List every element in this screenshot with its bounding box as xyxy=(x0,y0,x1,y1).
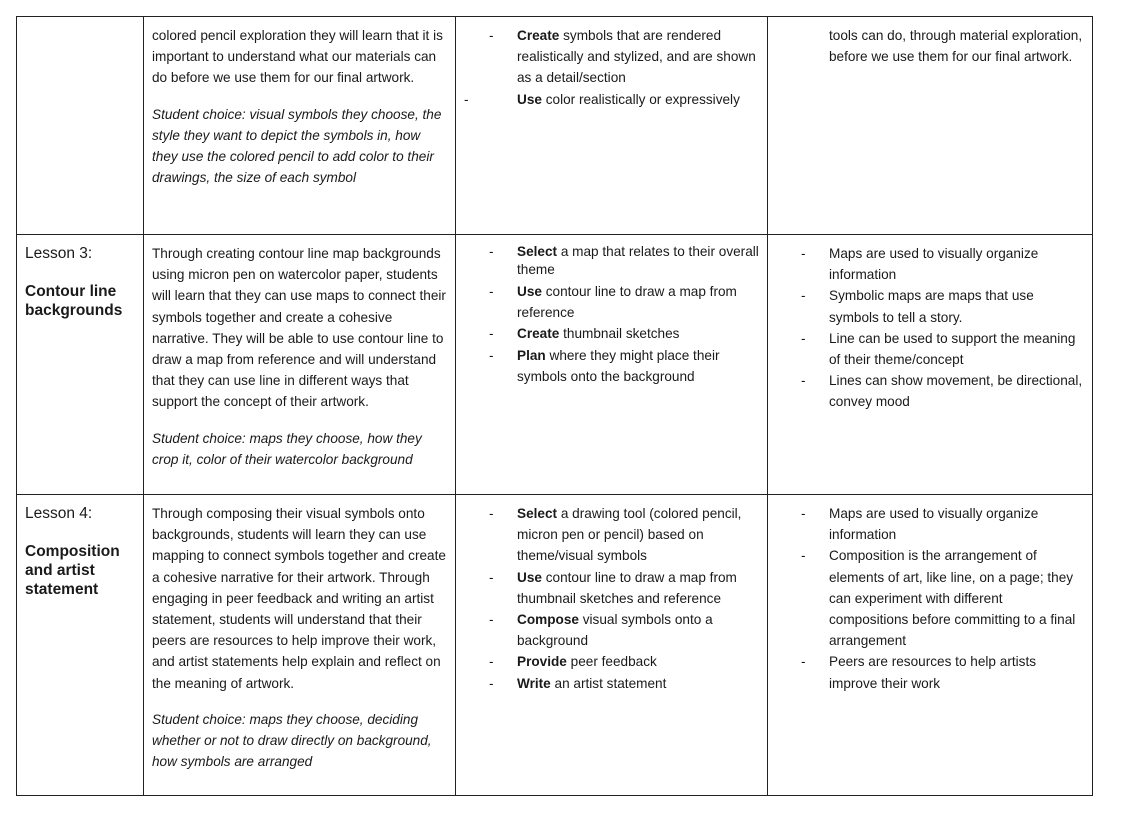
understandings-cell xyxy=(768,495,1093,796)
understandings-list xyxy=(776,503,1084,694)
objectives-list xyxy=(464,243,759,387)
list-item: - Plan where they might place their symbols onto the background xyxy=(489,347,720,384)
lesson-title: Contour line backgrounds xyxy=(25,283,123,319)
understandings-list xyxy=(776,243,1084,413)
lesson-label: Lesson 3: xyxy=(25,245,93,262)
student-choice: Student choice: visual symbols they choose, the style they want to depict the symbols in, how they use the colored pencil to add color to their drawings, the size of each symbol xyxy=(152,106,442,186)
list-item: - Write an artist statement xyxy=(489,675,667,691)
objectives-cell xyxy=(456,17,768,235)
list-item: - Use contour line to draw a map from thumbnail sketches and reference xyxy=(489,569,737,606)
objectives-list xyxy=(464,503,759,694)
lesson-summary: Through composing their visual symbols onto backgrounds, students will learn they can use mapping to connect symbols together and create a cohesive narrative for their artwork. Through engaging in peer feedback and writing an artist statement, students will understand that their peers are resources to help improve their work, and artist statements help explain and reflect on the meaning of artwork. xyxy=(152,506,446,691)
understandings-cell xyxy=(768,17,1093,235)
lesson-summary: Through creating contour line map backgrounds using micron pen on watercolor paper, students will learn that they can use maps to connect their symbols together and create a cohesive narrative. They will be able to use contour line to draw a map from reference and will understand that they can use line in different ways that support the concept of their artwork. xyxy=(152,246,446,410)
lesson-cell xyxy=(17,495,144,796)
list-item: - Composition is the arrangement of elements of art, like line, on a page; they can experiment with different compositions before committing to a final arrangement xyxy=(801,548,1076,649)
table-row xyxy=(17,17,1093,235)
summary-cell xyxy=(144,235,456,495)
list-item: - Create thumbnail sketches xyxy=(489,326,680,342)
lesson-label: Lesson 4: xyxy=(25,505,93,522)
table-row xyxy=(17,235,1093,495)
table-row xyxy=(17,495,1093,796)
student-choice: Student choice: maps they choose, deciding whether or not to draw directly on background, how symbols are arranged xyxy=(152,711,432,770)
list-item: - Use contour line to draw a map from reference xyxy=(489,284,737,321)
lesson-cell xyxy=(17,235,144,495)
summary-cell xyxy=(144,17,456,235)
list-item: - Use color realistically or expressively xyxy=(464,91,740,107)
list-item: - Create symbols that are rendered realistically and stylized, and are shown as a detail/section xyxy=(489,28,756,86)
list-item: - Select a map that relates to their overall theme xyxy=(489,244,759,277)
list-item: - Maps are used to visually organize information xyxy=(801,246,1039,283)
list-item: - Line can be used to support the meaning of their theme/concept xyxy=(801,330,1076,368)
summary-cell xyxy=(144,495,456,796)
lesson-plan-table xyxy=(16,16,1093,796)
objectives-cell xyxy=(456,495,768,796)
list-item: - Peers are resources to help artists improve their work xyxy=(801,654,1037,691)
list-item: - Lines can show movement, be directional, convey mood xyxy=(801,373,1083,410)
list-item: - Provide peer feedback xyxy=(489,654,657,670)
lesson-title: Composition and artist statement xyxy=(25,543,120,598)
list-item: - Select a drawing tool (colored pencil, micron pen or pencil) based on theme/visual symbols xyxy=(489,506,742,564)
list-item: - Symbolic maps are maps that use symbols to tell a story. xyxy=(801,288,1034,325)
lesson-cell xyxy=(17,17,144,235)
understanding-continued: tools can do, through material exploration, before we use them for our final artwork. xyxy=(829,28,1083,65)
list-item: - Compose visual symbols onto a background xyxy=(489,612,713,649)
understandings-cell xyxy=(768,235,1093,495)
lesson-summary: colored pencil exploration they will learn that it is important to understand what our materials can do before we use them for our final artwork. xyxy=(152,28,443,86)
list-item: - Maps are used to visually organize information xyxy=(801,506,1039,543)
student-choice: Student choice: maps they choose, how they crop it, color of their watercolor background xyxy=(152,430,422,467)
objectives-cell xyxy=(456,235,768,495)
objectives-list xyxy=(464,25,759,110)
